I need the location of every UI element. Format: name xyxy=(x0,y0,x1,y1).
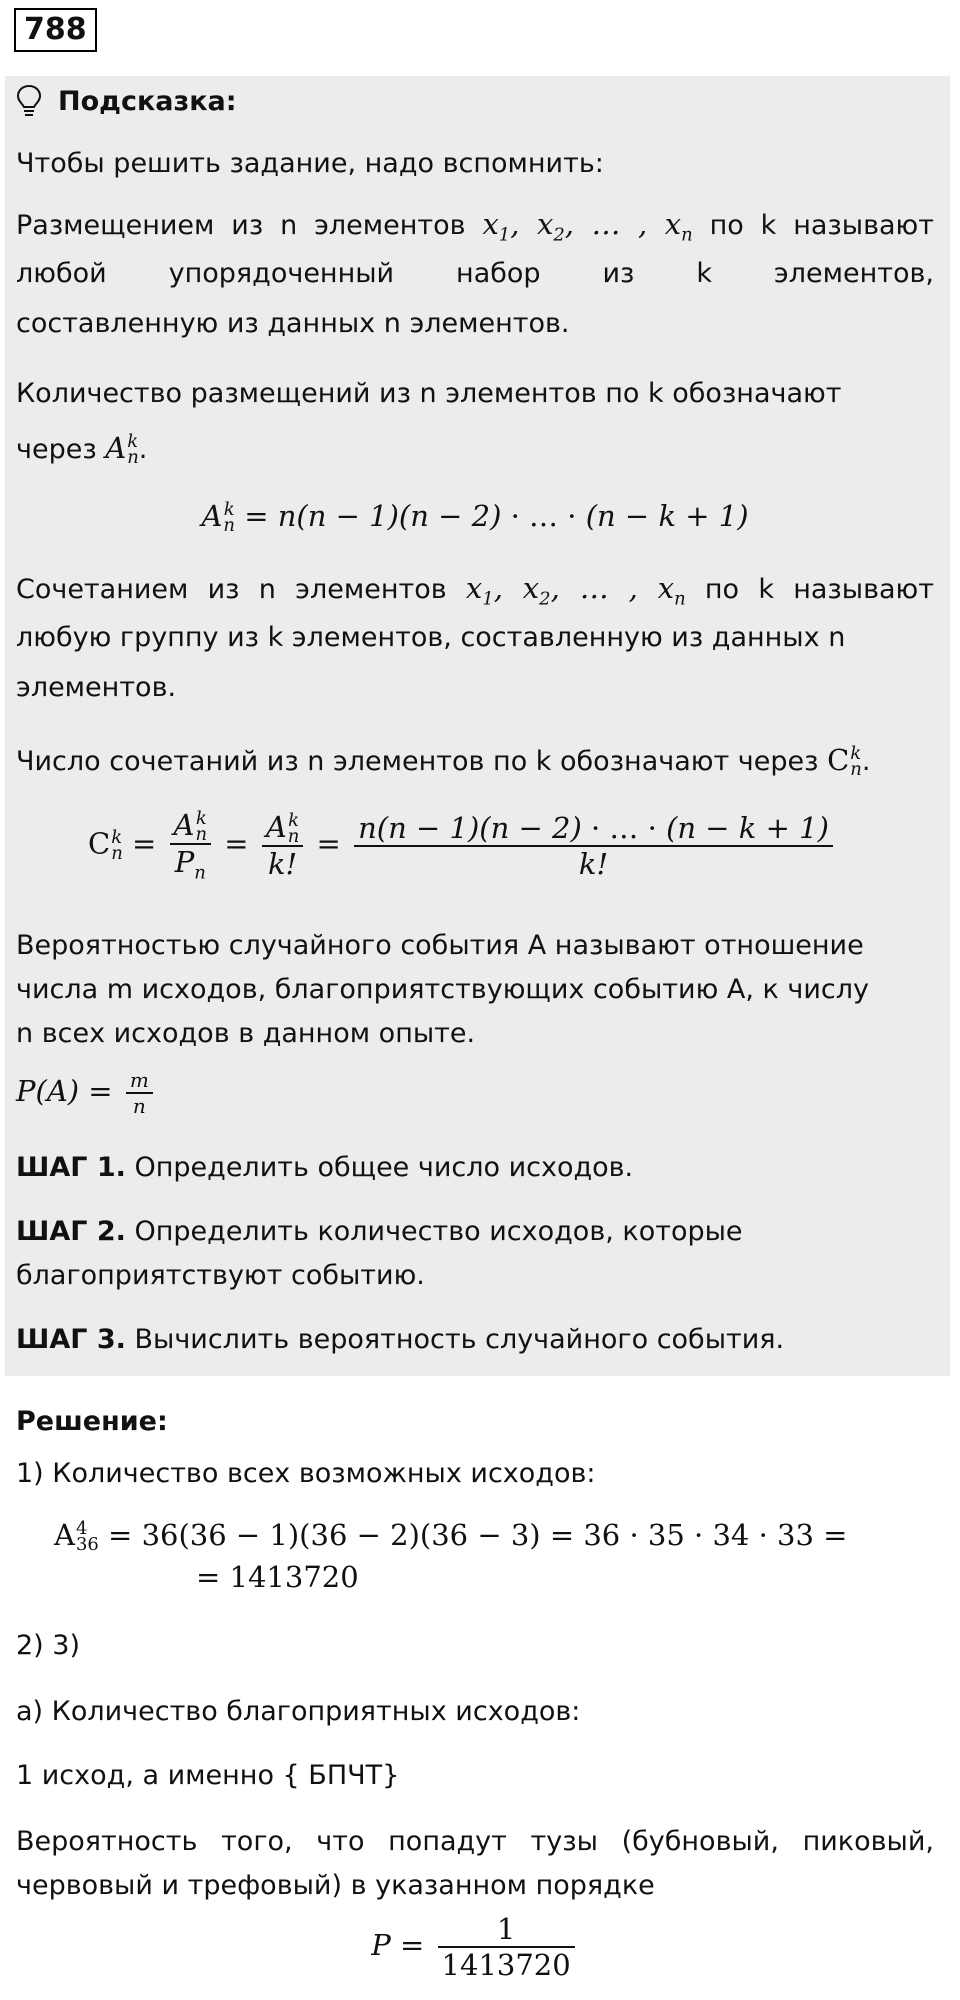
total-outcomes-calc-line-2: = 1413720 xyxy=(196,1560,359,1594)
probability-formula: P(A) = $\frac{m}{n}$ xyxy=(16,1068,934,1118)
combination-definition-line-3: элементов. xyxy=(16,672,177,703)
solution-item-1: 1) Количество всех возможных исходов: xyxy=(16,1458,596,1489)
hint-intro: Чтобы решить задание, надо вспомнить: xyxy=(16,148,604,179)
step-1: ШАГ 1. Определить общее число исходов. xyxy=(16,1152,634,1183)
arrangement-formula: A k n = n(n − 1)(n − 2) · … · (n − k + 1) xyxy=(201,498,749,536)
arrangement-definition-line-1: Размещением из n элементов $x_1$, $x_2$, … , $x_n$ по k называют xyxy=(16,207,934,246)
task-number: 788 xyxy=(14,8,97,52)
solution-items-2-3: 2) 3) xyxy=(16,1630,81,1661)
favorable-outcome-text: 1 исход, а именно { БПЧТ} xyxy=(16,1760,400,1791)
combination-definition-line-1: Сочетанием из n элементов $x_1$, $x_2$, … , $x_n$ по k называют xyxy=(16,571,935,610)
probability-result: P = $\frac{1}{1413720}$ xyxy=(16,1912,934,1982)
step-2-continued: благоприятствуют событию. xyxy=(16,1260,425,1291)
combination-count-line: Число сочетаний из n элементов по k обозначают через C k n . xyxy=(16,742,871,780)
arrangement-definition-line-2: любой упорядоченный набор из k элементов, xyxy=(16,258,934,289)
solution-title: Решение: xyxy=(16,1406,168,1437)
hint-title: Подсказка: xyxy=(58,86,237,117)
arrangement-count-line-2: через A k n . xyxy=(16,430,148,468)
total-outcomes-calc-line-1: A 4 36 = 36(36 − 1)(36 − 2)(36 − 3) = 36 · 35 · 34 · 33 = xyxy=(54,1517,848,1555)
probability-definition-line-1: Вероятностью случайного события А называют отношение xyxy=(16,930,864,961)
arrangement-count-line-1: Количество размещений из n элементов по k обозначают xyxy=(16,378,842,409)
favorable-outcomes-heading: а) Количество благоприятных исходов: xyxy=(16,1696,581,1727)
probability-definition-line-2: числа m исходов, благоприятствующих событию А, к числу xyxy=(16,974,869,1005)
combination-definition-line-2: любую группу из k элементов, составленную из данных n xyxy=(16,622,846,653)
combination-formula: C k n = A k n $P_n$ = A k n k! = $\frac{n(n - 1)(n - 2) \cdot \dots \cdot (n - k + 1)}{k!}$ xyxy=(88,808,960,883)
probability-definition-line-3: n всех исходов в данном опыте. xyxy=(16,1018,476,1049)
step-2: ШАГ 2. Определить количество исходов, которые xyxy=(16,1216,743,1247)
probability-text-line-1: Вероятность того, что попадут тузы (бубновый, пиковый, xyxy=(16,1826,934,1857)
step-3: ШАГ 3. Вычислить вероятность случайного события. xyxy=(16,1324,785,1355)
probability-text-line-2: червовый и трефовый) в указанном порядке xyxy=(16,1870,655,1901)
arrangement-definition-line-3: составленную из данных n элементов. xyxy=(16,308,570,339)
lightbulb-icon xyxy=(16,84,42,118)
